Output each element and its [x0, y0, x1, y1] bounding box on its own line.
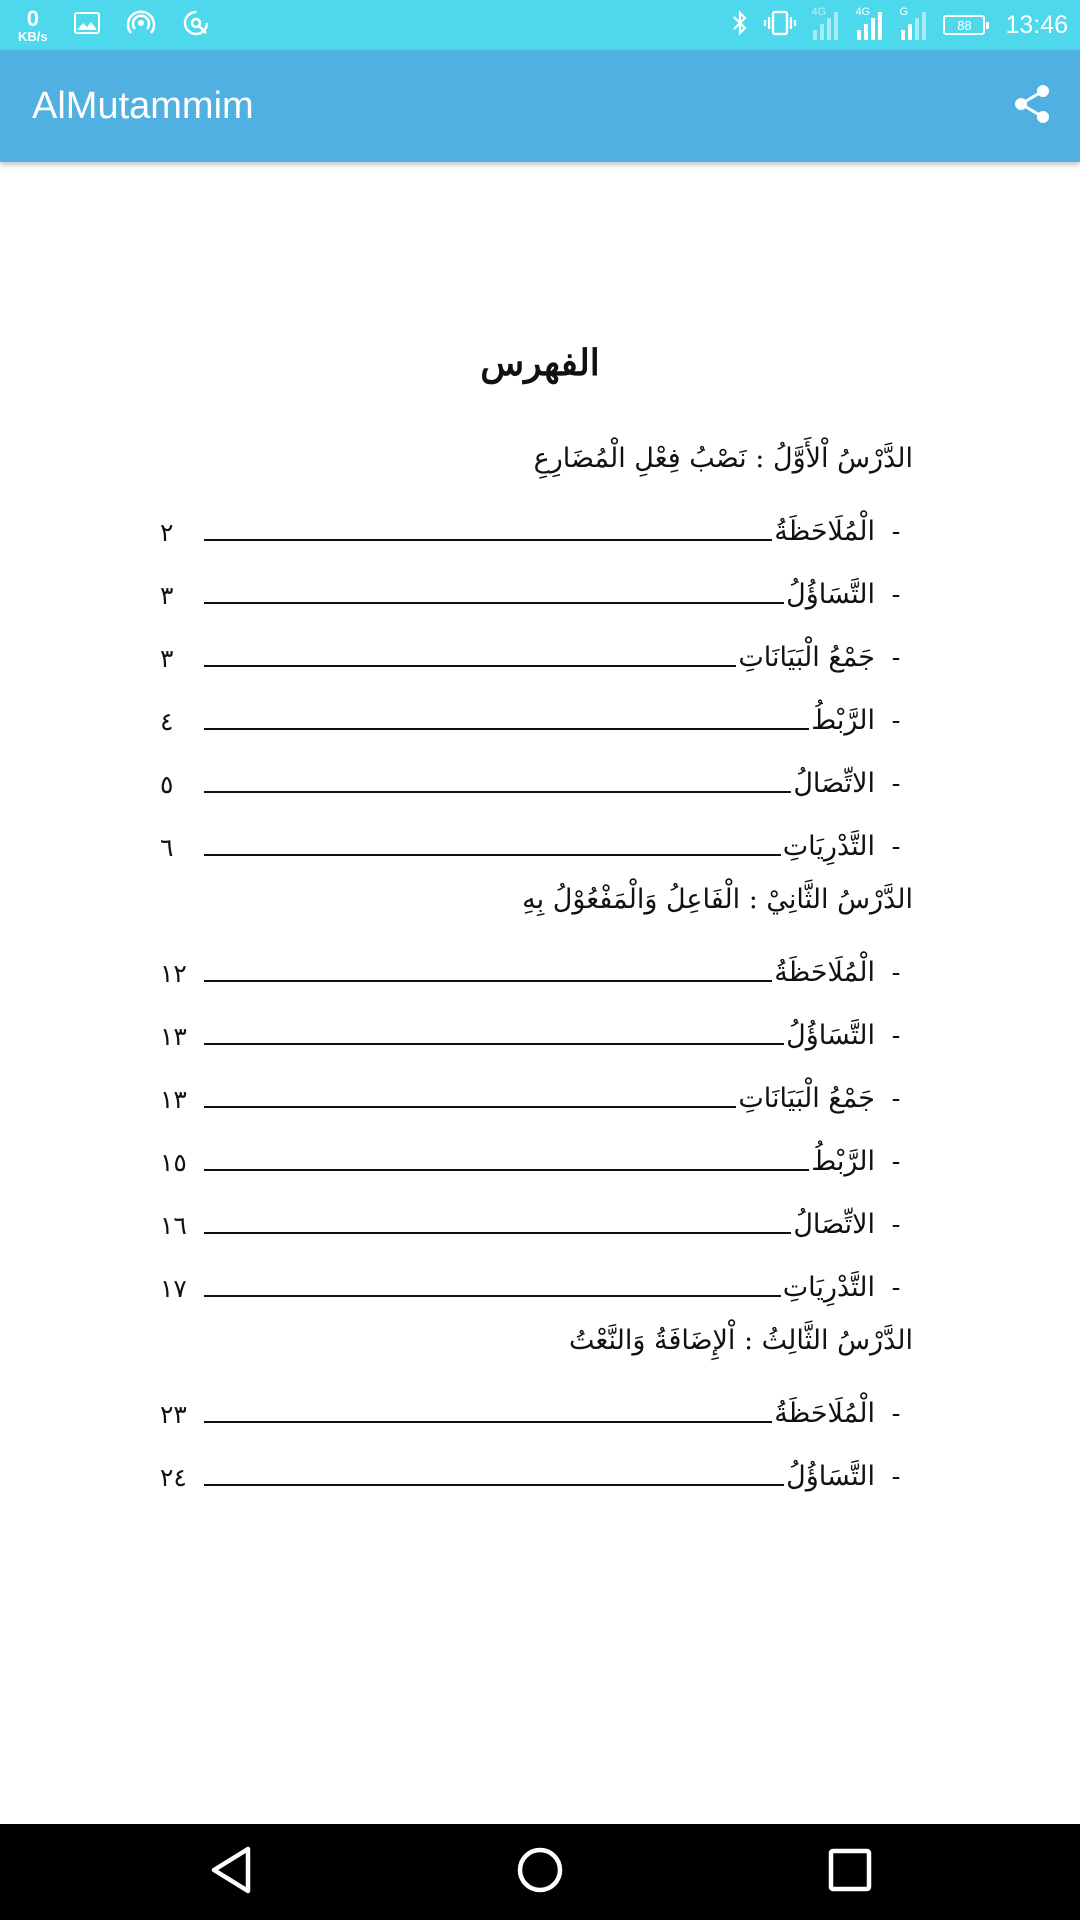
toc-item-bullet: - [891, 1210, 901, 1240]
toc-item [160, 490, 913, 553]
status-bar-right [731, 0, 1068, 50]
toc-item-label: التَّسَاؤُلُ [786, 1461, 875, 1492]
toc-item [160, 1183, 913, 1246]
toc-item-label: جَمْعُ الْبَيَانَاتِ [738, 1083, 875, 1114]
share-icon [1012, 83, 1052, 129]
toc-item-bullet: - [891, 832, 901, 862]
toc-item-page-number: ١٧ [160, 1274, 187, 1303]
toc-item-bullet: - [891, 769, 901, 799]
toc-item-leader-line [204, 979, 772, 982]
toc-item-page-number: ١٥ [160, 1148, 187, 1177]
toc-item-leader-line [204, 727, 809, 730]
status-clock: 13:46 [1005, 10, 1068, 39]
toc-item [160, 553, 913, 616]
toc-item-bullet: - [891, 580, 901, 610]
toc-item [160, 679, 913, 742]
toc-item-bullet: - [891, 517, 901, 547]
document-view[interactable] [0, 162, 1080, 1824]
toc-item-page-number: ٢ [160, 518, 174, 547]
data-saver-icon [182, 9, 210, 41]
toc-item-page-number: ٢٣ [160, 1400, 187, 1429]
toc-item-bullet: - [891, 643, 901, 673]
toc-item-leader-line [204, 1105, 736, 1108]
recents-icon [827, 1847, 873, 1897]
toc-item-page-number: ١٢ [160, 959, 187, 988]
toc-item-page-number: ١٣ [160, 1022, 187, 1051]
toc-item-label: التَّدْرِيَاتِ [782, 1272, 875, 1303]
toc-item-page-number: ٥ [160, 770, 174, 799]
toc-item [160, 931, 913, 994]
toc-item-leader-line [204, 664, 736, 667]
page-title: الفهرس [480, 342, 600, 384]
gallery-icon [74, 12, 100, 38]
toc-item-page-number: ٣ [160, 644, 174, 673]
toc-item-leader-line [204, 1483, 784, 1486]
toc-item-bullet: - [891, 1147, 901, 1177]
toc-item-page-number: ٢٤ [160, 1463, 187, 1492]
toc-item-label: الرَّبْطُ [811, 1146, 875, 1177]
bluetooth-icon [731, 9, 749, 41]
toc-item-leader-line [204, 538, 772, 541]
toc-item [160, 1372, 913, 1435]
section-heading: الدَّرْسُ الثَّانِيْ : الْفَاعِلُ وَالْمَفْعُوْلُ بِهِ [522, 884, 913, 915]
table-of-contents [160, 427, 913, 1498]
battery-level: 88 [957, 17, 972, 33]
status-bar-left [18, 0, 210, 50]
status-bar [0, 0, 1080, 50]
toc-item-page-number: ٤ [160, 707, 174, 736]
toc-item-page-number: ١٣ [160, 1085, 187, 1114]
navigation-bar [0, 1824, 1080, 1920]
network-speed-indicator [18, 5, 48, 44]
signal-sim3-icon [899, 8, 929, 42]
share-button[interactable] [1006, 80, 1058, 132]
signal-sim1-label: 4G [811, 6, 827, 18]
app-title: AlMutammim [32, 85, 254, 127]
home-button[interactable] [510, 1842, 570, 1902]
toc-item-leader-line [204, 1231, 791, 1234]
toc-item-label: الْمُلَاحَظَةُ [774, 957, 875, 988]
signal-sim1-icon [811, 8, 841, 42]
toc-item-page-number: ٣ [160, 581, 174, 610]
toc-item-bullet: - [891, 1399, 901, 1429]
network-speed-value: 0 [26, 5, 39, 31]
toc-item-leader-line [204, 1420, 772, 1423]
toc-item [160, 1120, 913, 1183]
section-heading: الدَّرْسُ اْلأَوَّلُ : نَصْبُ فِعْلِ الْمُضَارِعِ [533, 443, 913, 474]
battery-icon [943, 15, 985, 35]
toc-item-label: التَّسَاؤُلُ [786, 1020, 875, 1051]
toc-item [160, 616, 913, 679]
network-speed-unit: KB/s [18, 28, 48, 44]
toc-item-bullet: - [891, 958, 901, 988]
toc-item-label: الرَّبْطُ [811, 705, 875, 736]
toc-item-leader-line [204, 1168, 809, 1171]
toc-item-label: التَّدْرِيَاتِ [782, 831, 875, 862]
toc-item-page-number: ١٦ [160, 1211, 187, 1240]
toc-item-leader-line [204, 1294, 781, 1297]
signal-sim2-label: 4G [855, 6, 871, 18]
signal-sim3-label: G [899, 6, 908, 18]
recents-button[interactable] [820, 1842, 880, 1902]
toc-item [160, 1246, 913, 1309]
back-button[interactable] [202, 1842, 262, 1902]
toc-item-bullet: - [891, 706, 901, 736]
toc-item-bullet: - [891, 1084, 901, 1114]
toc-item [160, 1057, 913, 1120]
toc-item-leader-line [204, 1042, 784, 1045]
section-heading: الدَّرْسُ الثَّالِثُ : اْلإِضَافَةُ وَالنَّعْتُ [568, 1325, 913, 1356]
toc-item-leader-line [204, 790, 791, 793]
toc-item [160, 805, 913, 868]
toc-item-bullet: - [891, 1021, 901, 1051]
toc-item-bullet: - [891, 1462, 901, 1492]
app-bar [0, 50, 1080, 162]
toc-item [160, 994, 913, 1057]
toc-item-bullet: - [891, 1273, 901, 1303]
home-icon [515, 1845, 565, 1899]
toc-item-label: جَمْعُ الْبَيَانَاتِ [738, 642, 875, 673]
toc-item-leader-line [204, 601, 784, 604]
toc-item-label: الاتِّصَالُ [793, 768, 875, 799]
signal-sim2-icon [855, 8, 885, 42]
toc-item-label: الْمُلَاحَظَةُ [774, 516, 875, 547]
vibrate-icon [763, 9, 797, 41]
back-icon [208, 1845, 256, 1899]
toc-item [160, 742, 913, 805]
toc-item-leader-line [204, 853, 781, 856]
toc-item-page-number: ٦ [160, 833, 174, 862]
hotspot-icon [126, 9, 156, 41]
toc-item-label: الاتِّصَالُ [793, 1209, 875, 1240]
toc-item-label: الْمُلَاحَظَةُ [774, 1398, 875, 1429]
toc-item-label: التَّسَاؤُلُ [786, 579, 875, 610]
toc-item [160, 1435, 913, 1498]
